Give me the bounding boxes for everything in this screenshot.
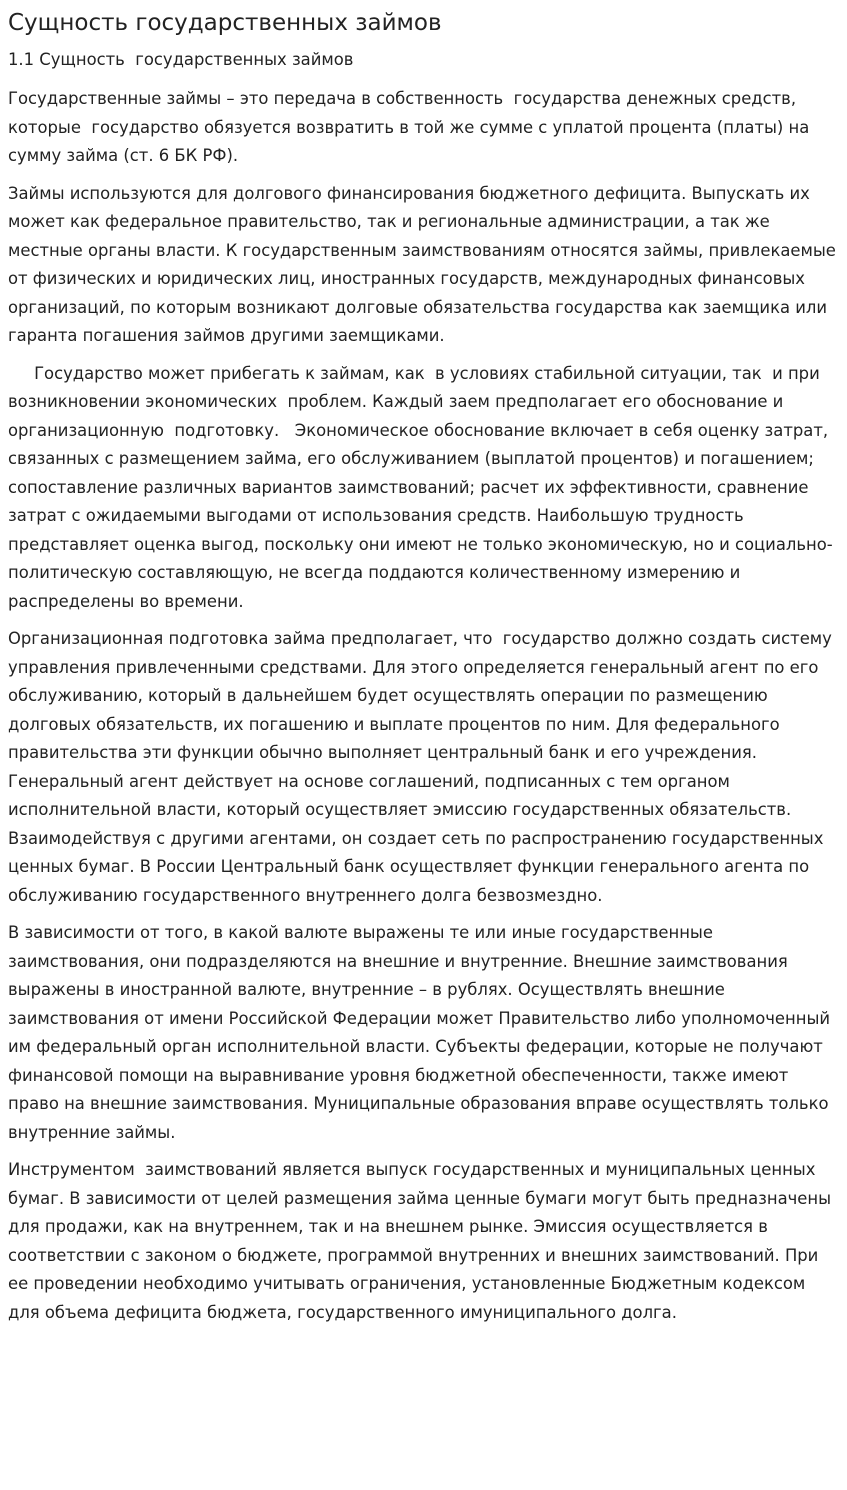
- section-heading: 1.1 Сущность государственных займов: [8, 50, 354, 69]
- paragraph-6: Инструментом заимствований является выпуск государственных и муниципальных ценных бумаг. В зависимости от целей размещения займа ценные бумаги могут быть предназначены для продажи, как на внутреннем, так и на внешнем рынке. Эмиссия осуществляется в соответствии с законом о бюджете, программой внутренних и внешних заимствований. При ее проведении необходимо учитывать ограничения, установленные Бюджетным кодексом для объема дефицита бюджета, государственного имуниципального долга.: [8, 1160, 837, 1322]
- paragraph-3: Государство может прибегать к займам, как в условиях стабильной ситуации, так и при возникновении экономических проблем. Каждый заем предполагает его обоснование и организационную подготовку. Экономическое обоснование включает в себя оценку затрат, связанных с размещением займа, его обслуживанием (выплатой процентов) и погашением; сопоставление различных вариантов заимствований; расчет их эффективности, сравнение затрат с ожидаемыми выгодами от использования средств. Наибольшую трудность представляет оценка выгод, поскольку они имеют не только экономическую, но и социально-политическую составляющую, не всегда поддаются количественному измерению и распределены во времени.: [8, 363, 834, 611]
- paragraph-5: В зависимости от того, в какой валюте выражены те или иные государственные заимствования, они подразделяются на внешние и внутренние. Внешние заимствования выражены в иностранной валюте, внутренние – в рублях. Осуществлять внешние заимствования от имени Российской Федерации может Правительство либо уполномоченный им федеральный орган исполнительной власти. Субъекты федерации, которые не получают финансовой помощи на выравнивание уровня бюджетной обеспеченности, также имеют право на внешние заимствования. Муниципальные образования вправе осуществлять только внутренние займы.: [8, 923, 836, 1142]
- paragraph-4: Организационная подготовка займа предполагает, что государство должно создать систему управления привлеченными средствами. Для этого определяется генеральный агент по его обслуживанию, который в дальнейшем будет осуществлять операции по размещению долговых обязательств, их погашению и выплате процентов по ним. Для федерального правительства эти функции обычно выполняет центральный банк и его учреждения. Генеральный агент действует на основе соглашений, подписанных с тем органом исполнительной власти, который осуществляет эмиссию государственных обязательств. Взаимодействуя с другими агентами, он создает сеть по распространению государственных ценных бумаг. В России Центральный банк осуществляет функции генерального агента по обслуживанию государственного внутреннего долга безвозмездно.: [8, 629, 838, 905]
- document-title: Сущность государственных займов: [8, 10, 442, 36]
- paragraph-2: Займы используются для долгового финансирования бюджетного дефицита. Выпускать их может как федеральное правительство, так и региональные администрации, а так же местные органы власти. К государственным заимствованиям относятся займы, привлекаемые от физических и юридических лиц, иностранных государств, международных финансовых организаций, по которым возникают долговые обязательства государства как заемщика или гаранта погашения займов другими заемщиками.: [8, 183, 842, 345]
- paragraph-1: Государственные займы – это передача в собственность государства денежных средств, которые государство обязуется возвратить в той же сумме с уплатой процента (платы) на сумму займа (ст. 6 БК РФ).: [8, 89, 815, 165]
